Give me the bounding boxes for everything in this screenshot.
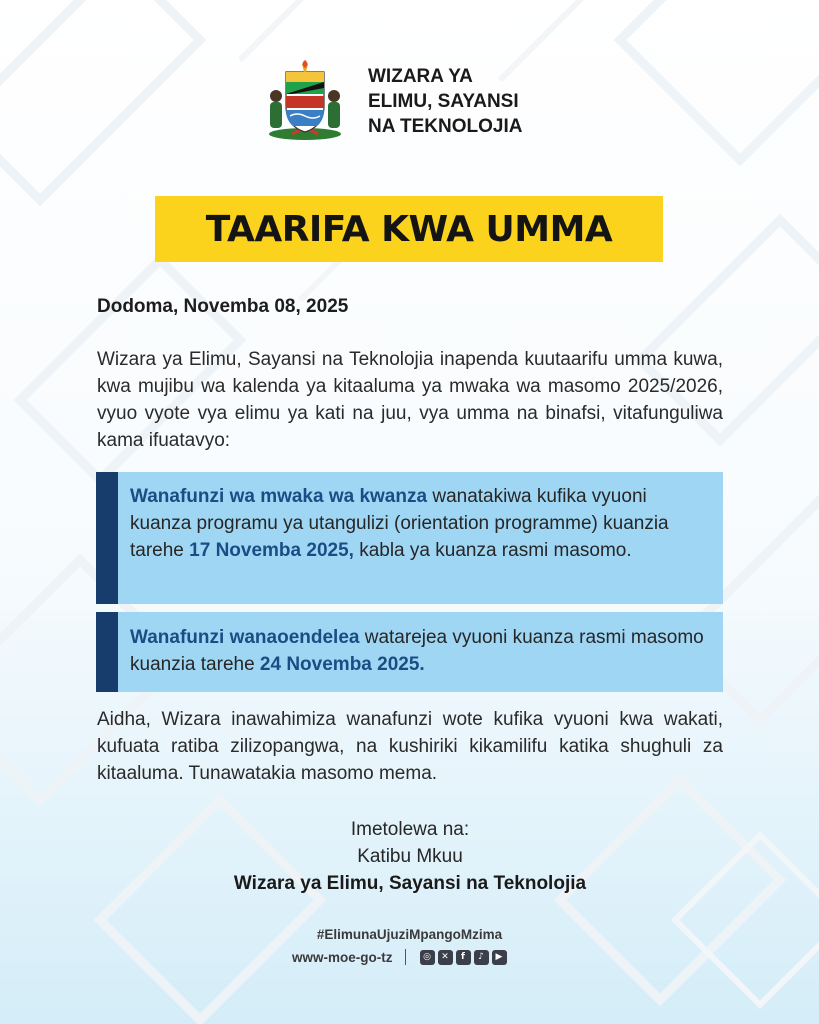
signature-block [97,816,723,897]
notice-text: kabla ya kuanza rasmi masomo. [353,540,632,561]
notice-lead: Wanafunzi wa mwaka wa kwanza [130,486,428,507]
notice-text: watarejea vyuoni kuanza rasmi masomo kuanzia tarehe [130,627,704,675]
page-title: TAARIFA KWA UMMA [205,208,613,250]
ministry-name-line: NA TEKNOLOJIA [368,116,523,137]
youtube-icon[interactable]: ▶ [492,950,507,965]
notice-lead: Wanafunzi wanaoendelea [130,627,360,648]
social-icons [420,950,507,965]
signatory-organization: Wizara ya Elimu, Sayansi na Teknolojia [233,873,587,894]
ministry-name [368,64,522,139]
signatory-title: Katibu Mkuu [357,846,463,867]
footer-divider [405,949,406,965]
issued-by: Imetolewa na: [350,819,470,840]
instagram-icon[interactable]: ◎ [420,950,435,965]
ministry-name-line: ELIMU, SAYANSI [368,91,519,112]
footer-links [292,946,507,968]
notice-date: 17 Novemba 2025, [189,540,354,561]
intro-paragraph: Wizara ya Elimu, Sayansi na Teknolojia inapenda kuutaarifu umma kuwa, kwa mujibu wa kalenda ya kitaaluma ya mwaka wa masomo 2025/2026, vyuo vyote vya elimu ya kati na juu, vya umma na binafsi, vitafunguliwa kama ifuatavyo: [97,349,723,451]
notice-continuing [96,612,723,692]
notice-text: wanatakiwa kufika vyuoni kuanza programu ya utangulizi (orientation programme) kuanzia tarehe [130,486,669,561]
facebook-icon[interactable]: f [456,950,471,965]
ministry-name-line: WIZARA YA [368,66,473,87]
coat-of-arms-icon [262,60,348,142]
website-link[interactable]: www-moe-go-tz [292,949,393,965]
tiktok-icon[interactable]: ♪ [474,950,489,965]
title-banner [155,196,663,262]
announcement-date: Dodoma, Novemba 08, 2025 [97,296,349,317]
x-icon[interactable]: ✕ [438,950,453,965]
closing-paragraph: Aidha, Wizara inawahimiza wanafunzi wote kufika vyuoni kwa wakati, kufuata ratiba zilizopangwa, na kushiriki kikamilifu katika shughuli za kitaaluma. Tunawatakia masomo mema. [97,709,723,784]
notice-date: 24 Novemba 2025. [259,654,425,675]
notice-first-year [96,472,723,604]
hashtag: #ElimunaUjuziMpangoMzima [316,927,503,942]
